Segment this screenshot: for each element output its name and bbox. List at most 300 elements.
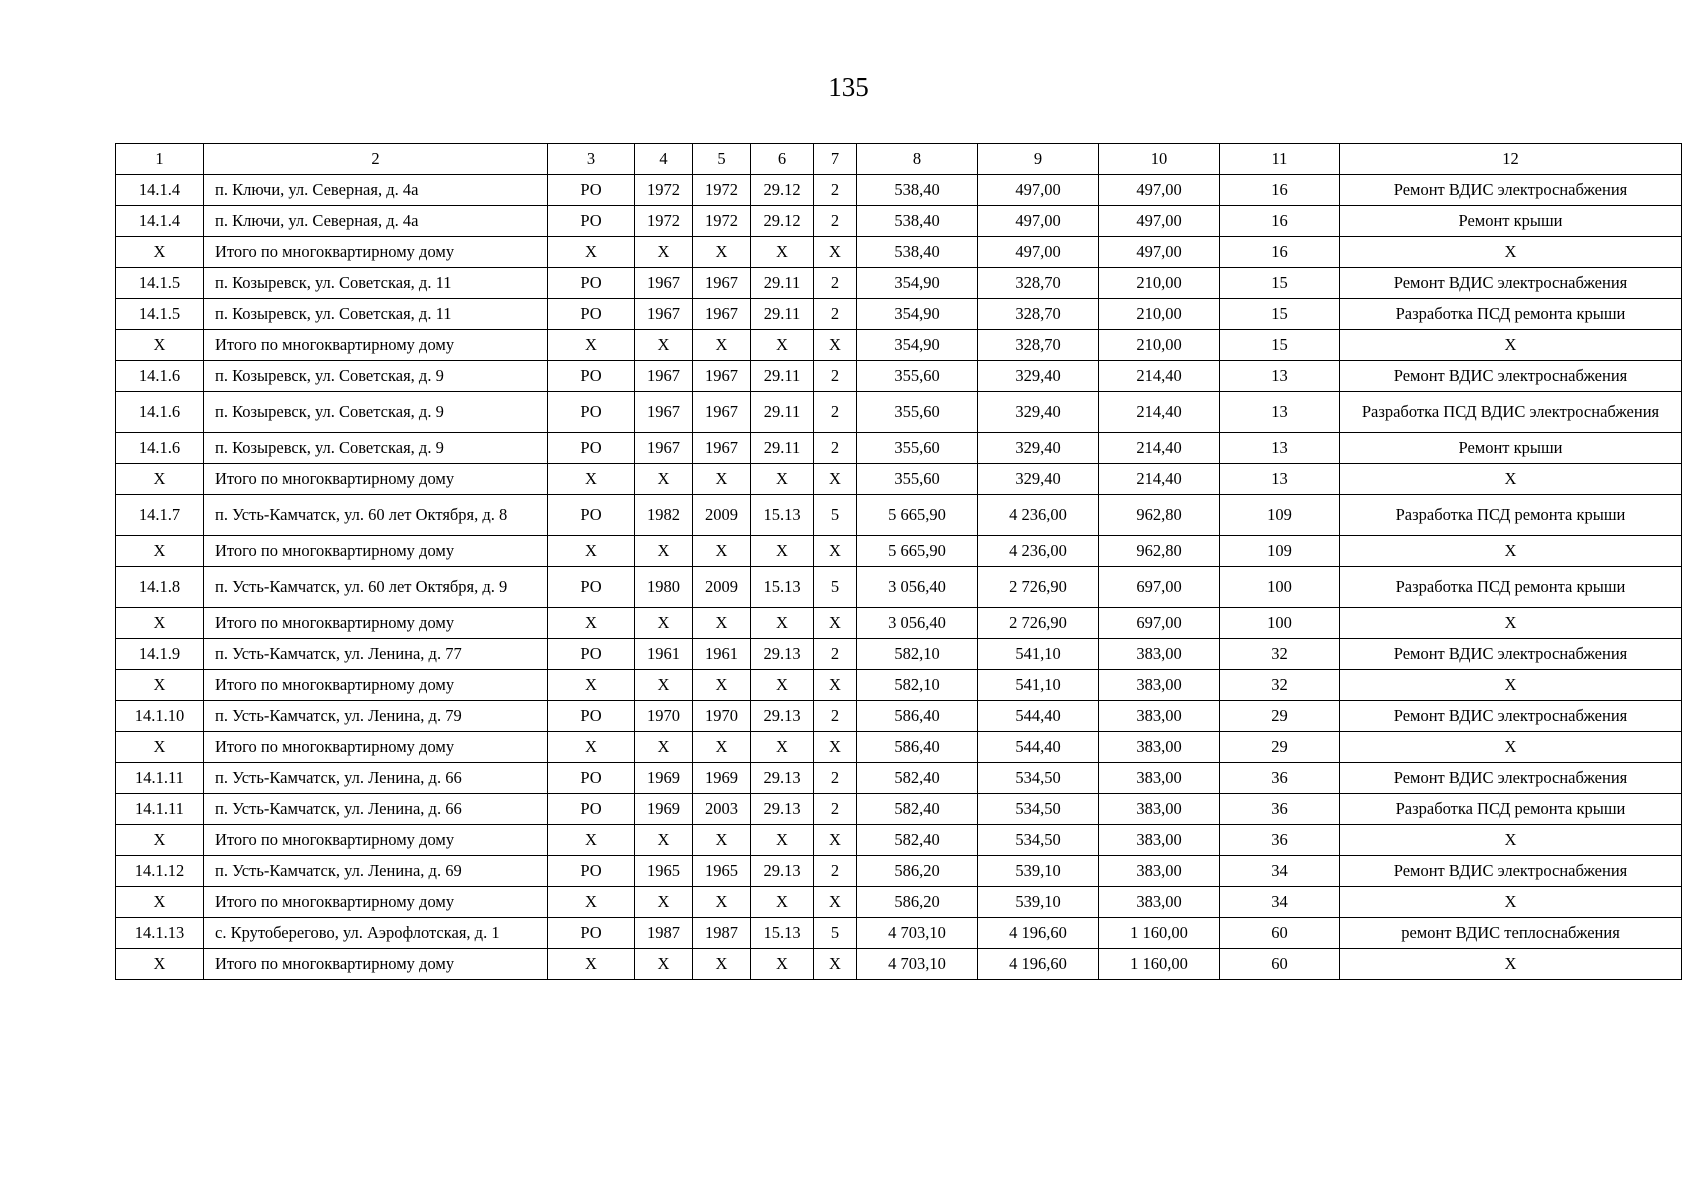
table-cell: Х <box>751 608 814 639</box>
table-cell: п. Ключи, ул. Северная, д. 4а <box>204 206 548 237</box>
table-cell: Х <box>693 608 751 639</box>
table-cell: 544,40 <box>978 701 1099 732</box>
table-cell: 214,40 <box>1099 392 1220 433</box>
table-cell: 2 <box>814 361 857 392</box>
table-cell: Х <box>116 464 204 495</box>
table-row <box>116 794 1682 825</box>
table-cell: 15 <box>1220 268 1340 299</box>
table-cell: 14.1.8 <box>116 567 204 608</box>
table-cell: 1967 <box>693 433 751 464</box>
table-cell: Х <box>635 464 693 495</box>
table-cell: 539,10 <box>978 856 1099 887</box>
table-cell: Х <box>814 732 857 763</box>
table-cell: РО <box>548 567 635 608</box>
table-cell: п. Усть-Камчатск, ул. 60 лет Октября, д. 9 <box>204 567 548 608</box>
table-cell: Итого по многоквартирному дому <box>204 237 548 268</box>
table-cell: 354,90 <box>857 330 978 361</box>
table-cell: Х <box>814 608 857 639</box>
table-cell: 2 726,90 <box>978 608 1099 639</box>
table-cell: 29.11 <box>751 361 814 392</box>
column-number-cell: 1 <box>116 144 204 175</box>
table-cell: 534,50 <box>978 763 1099 794</box>
table-cell: РО <box>548 701 635 732</box>
table-cell: Х <box>814 536 857 567</box>
table-cell: Х <box>751 536 814 567</box>
table-cell: 962,80 <box>1099 536 1220 567</box>
table-cell: 329,40 <box>978 392 1099 433</box>
table-cell: 14.1.13 <box>116 918 204 949</box>
table-cell: 1967 <box>635 433 693 464</box>
table-cell: Х <box>814 949 857 980</box>
table-cell: 2 <box>814 268 857 299</box>
table-cell: Ремонт ВДИС электроснабжения <box>1340 639 1682 670</box>
table-cell: 1965 <box>693 856 751 887</box>
table-cell: 16 <box>1220 175 1340 206</box>
table-cell: РО <box>548 763 635 794</box>
table-cell: Х <box>548 887 635 918</box>
column-number-cell: 4 <box>635 144 693 175</box>
table-cell: Х <box>751 887 814 918</box>
column-number-cell: 6 <box>751 144 814 175</box>
table-cell: 29.11 <box>751 299 814 330</box>
table-cell: РО <box>548 268 635 299</box>
table-cell: 16 <box>1220 237 1340 268</box>
table-cell: Х <box>635 732 693 763</box>
table-cell: Х <box>1340 825 1682 856</box>
table-cell: Ремонт ВДИС электроснабжения <box>1340 361 1682 392</box>
table-cell: 14.1.6 <box>116 392 204 433</box>
table-row <box>116 268 1682 299</box>
table-cell: 586,40 <box>857 701 978 732</box>
table-cell: 1 160,00 <box>1099 949 1220 980</box>
table-cell: 383,00 <box>1099 856 1220 887</box>
table-cell: 497,00 <box>978 206 1099 237</box>
table-cell: 29.13 <box>751 639 814 670</box>
table-cell: 497,00 <box>1099 237 1220 268</box>
column-number-cell: 2 <box>204 144 548 175</box>
table-cell: 586,40 <box>857 732 978 763</box>
table-cell: 383,00 <box>1099 670 1220 701</box>
table-cell: 586,20 <box>857 887 978 918</box>
table-cell: Х <box>1340 732 1682 763</box>
table-cell: ремонт ВДИС теплоснабжения <box>1340 918 1682 949</box>
table-cell: 2 <box>814 794 857 825</box>
table-cell: Х <box>814 464 857 495</box>
table-cell: Х <box>814 237 857 268</box>
repair-register-table <box>115 143 1682 980</box>
table-cell: 534,50 <box>978 825 1099 856</box>
table-cell: Итого по многоквартирному дому <box>204 887 548 918</box>
table-cell: Х <box>635 825 693 856</box>
table-cell: 697,00 <box>1099 608 1220 639</box>
table-cell: Х <box>116 670 204 701</box>
table-cell: 1970 <box>635 701 693 732</box>
table-cell: 13 <box>1220 433 1340 464</box>
table-cell: 210,00 <box>1099 330 1220 361</box>
table-cell: 60 <box>1220 918 1340 949</box>
table-cell: Х <box>116 536 204 567</box>
table-cell: Х <box>548 608 635 639</box>
table-cell: 16 <box>1220 206 1340 237</box>
table-cell: 354,90 <box>857 268 978 299</box>
table-cell: РО <box>548 495 635 536</box>
table-cell: Х <box>693 887 751 918</box>
table-cell: 5 665,90 <box>857 495 978 536</box>
table-cell: 328,70 <box>978 299 1099 330</box>
table-cell: Х <box>116 825 204 856</box>
table-cell: Итого по многоквартирному дому <box>204 330 548 361</box>
table-cell: Х <box>814 330 857 361</box>
table-cell: Х <box>693 330 751 361</box>
table-cell: РО <box>548 206 635 237</box>
column-number-cell: 3 <box>548 144 635 175</box>
table-cell: 497,00 <box>978 175 1099 206</box>
table-cell: 497,00 <box>978 237 1099 268</box>
table-cell: 329,40 <box>978 433 1099 464</box>
table-row <box>116 825 1682 856</box>
table-cell: 1967 <box>635 268 693 299</box>
table-cell: 4 236,00 <box>978 495 1099 536</box>
table-cell: 2 <box>814 392 857 433</box>
table-row <box>116 701 1682 732</box>
table-row <box>116 608 1682 639</box>
table-cell: 1967 <box>693 361 751 392</box>
table-cell: Итого по многоквартирному дому <box>204 732 548 763</box>
table-cell: п. Козыревск, ул. Советская, д. 11 <box>204 268 548 299</box>
table-cell: 14.1.6 <box>116 433 204 464</box>
table-cell: Х <box>1340 608 1682 639</box>
table-cell: 2 726,90 <box>978 567 1099 608</box>
table-cell: 32 <box>1220 639 1340 670</box>
table-cell: Х <box>1340 670 1682 701</box>
table-cell: п. Усть-Камчатск, ул. Ленина, д. 66 <box>204 763 548 794</box>
table-cell: Итого по многоквартирному дому <box>204 670 548 701</box>
table-cell: 14.1.10 <box>116 701 204 732</box>
table-row <box>116 237 1682 268</box>
table-cell: Разработка ПСД ВДИС электроснабжения <box>1340 392 1682 433</box>
table-cell: 1970 <box>693 701 751 732</box>
column-number-cell: 11 <box>1220 144 1340 175</box>
table-row <box>116 536 1682 567</box>
table-cell: Х <box>635 670 693 701</box>
table-cell: 60 <box>1220 949 1340 980</box>
table-cell: 214,40 <box>1099 433 1220 464</box>
table-cell: 15 <box>1220 299 1340 330</box>
table-cell: 13 <box>1220 392 1340 433</box>
table-cell: 383,00 <box>1099 701 1220 732</box>
table-cell: Х <box>751 330 814 361</box>
table-cell: 383,00 <box>1099 825 1220 856</box>
table-cell: Разработка ПСД ремонта крыши <box>1340 299 1682 330</box>
column-number-row <box>116 144 1682 175</box>
table-cell: 1 160,00 <box>1099 918 1220 949</box>
table-cell: РО <box>548 794 635 825</box>
table-cell: 210,00 <box>1099 299 1220 330</box>
column-number-cell: 8 <box>857 144 978 175</box>
table-cell: Х <box>548 237 635 268</box>
table-cell: 582,10 <box>857 639 978 670</box>
table-cell: 328,70 <box>978 268 1099 299</box>
table-cell: 1969 <box>635 794 693 825</box>
table-cell: Ремонт ВДИС электроснабжения <box>1340 763 1682 794</box>
table-cell: 544,40 <box>978 732 1099 763</box>
table-cell: 2009 <box>693 567 751 608</box>
table-cell: Х <box>548 949 635 980</box>
table-cell: 1967 <box>693 268 751 299</box>
table-cell: Х <box>635 608 693 639</box>
column-number-cell: 7 <box>814 144 857 175</box>
table-cell: 1967 <box>693 392 751 433</box>
table-body <box>116 144 1682 980</box>
table-cell: РО <box>548 433 635 464</box>
table-cell: Х <box>751 825 814 856</box>
table-cell: 32 <box>1220 670 1340 701</box>
table-cell: 497,00 <box>1099 175 1220 206</box>
table-cell: Х <box>635 536 693 567</box>
table-cell: Х <box>635 887 693 918</box>
table-cell: 29.13 <box>751 856 814 887</box>
table-cell: Х <box>1340 237 1682 268</box>
table-cell: Х <box>1340 887 1682 918</box>
table-cell: с. Крутоберегово, ул. Аэрофлотская, д. 1 <box>204 918 548 949</box>
table-cell: 3 056,40 <box>857 608 978 639</box>
table-cell: 1969 <box>693 763 751 794</box>
table-cell: Х <box>548 330 635 361</box>
table-cell: Ремонт ВДИС электроснабжения <box>1340 268 1682 299</box>
table-cell: Итого по многоквартирному дому <box>204 536 548 567</box>
table-cell: Х <box>693 464 751 495</box>
table-cell: 13 <box>1220 464 1340 495</box>
table-cell: 29.11 <box>751 268 814 299</box>
table-cell: 14.1.5 <box>116 299 204 330</box>
table-cell: Х <box>693 670 751 701</box>
table-cell: 34 <box>1220 856 1340 887</box>
table-row <box>116 949 1682 980</box>
table-cell: Ремонт ВДИС электроснабжения <box>1340 701 1682 732</box>
table-cell: 14.1.5 <box>116 268 204 299</box>
table-cell: Итого по многоквартирному дому <box>204 464 548 495</box>
table-cell: 538,40 <box>857 175 978 206</box>
table-cell: п. Ключи, ул. Северная, д. 4а <box>204 175 548 206</box>
table-cell: Х <box>116 237 204 268</box>
table-cell: Х <box>635 949 693 980</box>
table-cell: РО <box>548 175 635 206</box>
table-cell: 214,40 <box>1099 361 1220 392</box>
table-cell: 1967 <box>635 299 693 330</box>
table-row <box>116 732 1682 763</box>
table-cell: 1972 <box>635 175 693 206</box>
table-cell: 539,10 <box>978 887 1099 918</box>
table-cell: Х <box>116 949 204 980</box>
table-cell: 582,40 <box>857 763 978 794</box>
table-cell: Х <box>1340 464 1682 495</box>
table-cell: 2 <box>814 206 857 237</box>
table-cell: РО <box>548 918 635 949</box>
table-cell: 2 <box>814 856 857 887</box>
table-cell: Ремонт ВДИС электроснабжения <box>1340 856 1682 887</box>
table-cell: 538,40 <box>857 206 978 237</box>
table-cell: Х <box>693 825 751 856</box>
table-cell: 582,40 <box>857 825 978 856</box>
table-cell: 534,50 <box>978 794 1099 825</box>
table-cell: Итого по многоквартирному дому <box>204 608 548 639</box>
table-cell: Х <box>814 887 857 918</box>
table-cell: 1967 <box>635 392 693 433</box>
table-cell: Х <box>116 608 204 639</box>
table-row <box>116 464 1682 495</box>
table-cell: 15 <box>1220 330 1340 361</box>
table-cell: п. Усть-Камчатск, ул. Ленина, д. 69 <box>204 856 548 887</box>
table-cell: 541,10 <box>978 639 1099 670</box>
table-cell: 2003 <box>693 794 751 825</box>
table-row <box>116 639 1682 670</box>
table-cell: 355,60 <box>857 464 978 495</box>
table-cell: п. Усть-Камчатск, ул. Ленина, д. 79 <box>204 701 548 732</box>
table-cell: 1972 <box>635 206 693 237</box>
table-cell: РО <box>548 299 635 330</box>
table-cell: 1987 <box>693 918 751 949</box>
table-cell: 29.12 <box>751 206 814 237</box>
table-cell: 29.13 <box>751 701 814 732</box>
table-row <box>116 763 1682 794</box>
table-cell: 1965 <box>635 856 693 887</box>
table-cell: 36 <box>1220 794 1340 825</box>
table-cell: 1967 <box>635 361 693 392</box>
table-cell: 497,00 <box>1099 206 1220 237</box>
table-cell: 383,00 <box>1099 794 1220 825</box>
table-cell: 210,00 <box>1099 268 1220 299</box>
table-cell: 2009 <box>693 495 751 536</box>
table-cell: Х <box>548 536 635 567</box>
table-cell: Х <box>693 732 751 763</box>
table-cell: 34 <box>1220 887 1340 918</box>
table-cell: Ремонт ВДИС электроснабжения <box>1340 175 1682 206</box>
table-cell: 2 <box>814 763 857 794</box>
table-row <box>116 299 1682 330</box>
table-cell: Х <box>116 887 204 918</box>
table-row <box>116 918 1682 949</box>
table-cell: Ремонт крыши <box>1340 433 1682 464</box>
column-number-cell: 10 <box>1099 144 1220 175</box>
table-cell: Итого по многоквартирному дому <box>204 949 548 980</box>
column-number-cell: 9 <box>978 144 1099 175</box>
table-cell: РО <box>548 856 635 887</box>
table-cell: Х <box>814 670 857 701</box>
table-cell: Х <box>548 670 635 701</box>
table-cell: 5 <box>814 567 857 608</box>
table-cell: 1961 <box>635 639 693 670</box>
table-cell: 1980 <box>635 567 693 608</box>
table-cell: Х <box>751 732 814 763</box>
table-cell: Х <box>548 732 635 763</box>
table-cell: 355,60 <box>857 433 978 464</box>
table-cell: Х <box>693 536 751 567</box>
table-cell: 4 703,10 <box>857 918 978 949</box>
table-cell: 15.13 <box>751 567 814 608</box>
table-cell: 13 <box>1220 361 1340 392</box>
table-cell: 29 <box>1220 732 1340 763</box>
table-cell: 14.1.4 <box>116 206 204 237</box>
table-cell: Х <box>814 825 857 856</box>
table-cell: Х <box>116 732 204 763</box>
table-cell: 14.1.11 <box>116 763 204 794</box>
table-cell: Х <box>1340 330 1682 361</box>
table-cell: 541,10 <box>978 670 1099 701</box>
table-cell: Разработка ПСД ремонта крыши <box>1340 794 1682 825</box>
table-cell: Х <box>751 464 814 495</box>
table-cell: 383,00 <box>1099 639 1220 670</box>
table-cell: Х <box>693 949 751 980</box>
table-cell: Ремонт крыши <box>1340 206 1682 237</box>
table-cell: 538,40 <box>857 237 978 268</box>
table-cell: 1967 <box>693 299 751 330</box>
table-cell: 100 <box>1220 567 1340 608</box>
table-cell: 14.1.12 <box>116 856 204 887</box>
table-cell: 2 <box>814 701 857 732</box>
table-cell: РО <box>548 639 635 670</box>
table-row <box>116 887 1682 918</box>
table-cell: 4 196,60 <box>978 949 1099 980</box>
table-cell: 14.1.4 <box>116 175 204 206</box>
table-cell: 1961 <box>693 639 751 670</box>
table-cell: 329,40 <box>978 464 1099 495</box>
table-cell: 354,90 <box>857 299 978 330</box>
table-cell: Х <box>116 330 204 361</box>
table-cell: п. Козыревск, ул. Советская, д. 9 <box>204 361 548 392</box>
table-cell: 5 <box>814 918 857 949</box>
table-cell: 14.1.9 <box>116 639 204 670</box>
table-row <box>116 392 1682 433</box>
table-cell: 4 196,60 <box>978 918 1099 949</box>
table-cell: Х <box>1340 536 1682 567</box>
table-cell: 1987 <box>635 918 693 949</box>
table-cell: 4 236,00 <box>978 536 1099 567</box>
table-cell: п. Усть-Камчатск, ул. Ленина, д. 66 <box>204 794 548 825</box>
table-row <box>116 567 1682 608</box>
column-number-cell: 12 <box>1340 144 1682 175</box>
table-row <box>116 206 1682 237</box>
table-cell: 2 <box>814 433 857 464</box>
table-cell: п. Козыревск, ул. Советская, д. 9 <box>204 433 548 464</box>
table-cell: 383,00 <box>1099 732 1220 763</box>
table-cell: 29.11 <box>751 433 814 464</box>
table-cell: Х <box>751 237 814 268</box>
table-cell: Х <box>1340 949 1682 980</box>
table-row <box>116 670 1682 701</box>
table-cell: Х <box>635 330 693 361</box>
table-cell: 383,00 <box>1099 763 1220 794</box>
table-cell: 383,00 <box>1099 887 1220 918</box>
table-cell: 36 <box>1220 763 1340 794</box>
table-cell: 29.13 <box>751 794 814 825</box>
table-row <box>116 495 1682 536</box>
table-cell: п. Усть-Камчатск, ул. 60 лет Октября, д. 8 <box>204 495 548 536</box>
table-row <box>116 330 1682 361</box>
table-cell: 329,40 <box>978 361 1099 392</box>
table-cell: Х <box>751 949 814 980</box>
table-cell: 355,60 <box>857 361 978 392</box>
table-cell: 14.1.7 <box>116 495 204 536</box>
table-cell: п. Козыревск, ул. Советская, д. 11 <box>204 299 548 330</box>
table-cell: 3 056,40 <box>857 567 978 608</box>
table-cell: Разработка ПСД ремонта крыши <box>1340 567 1682 608</box>
table-cell: 14.1.6 <box>116 361 204 392</box>
table-cell: РО <box>548 392 635 433</box>
table-cell: 100 <box>1220 608 1340 639</box>
table-cell: 109 <box>1220 536 1340 567</box>
table-cell: Х <box>548 825 635 856</box>
table-cell: Х <box>693 237 751 268</box>
